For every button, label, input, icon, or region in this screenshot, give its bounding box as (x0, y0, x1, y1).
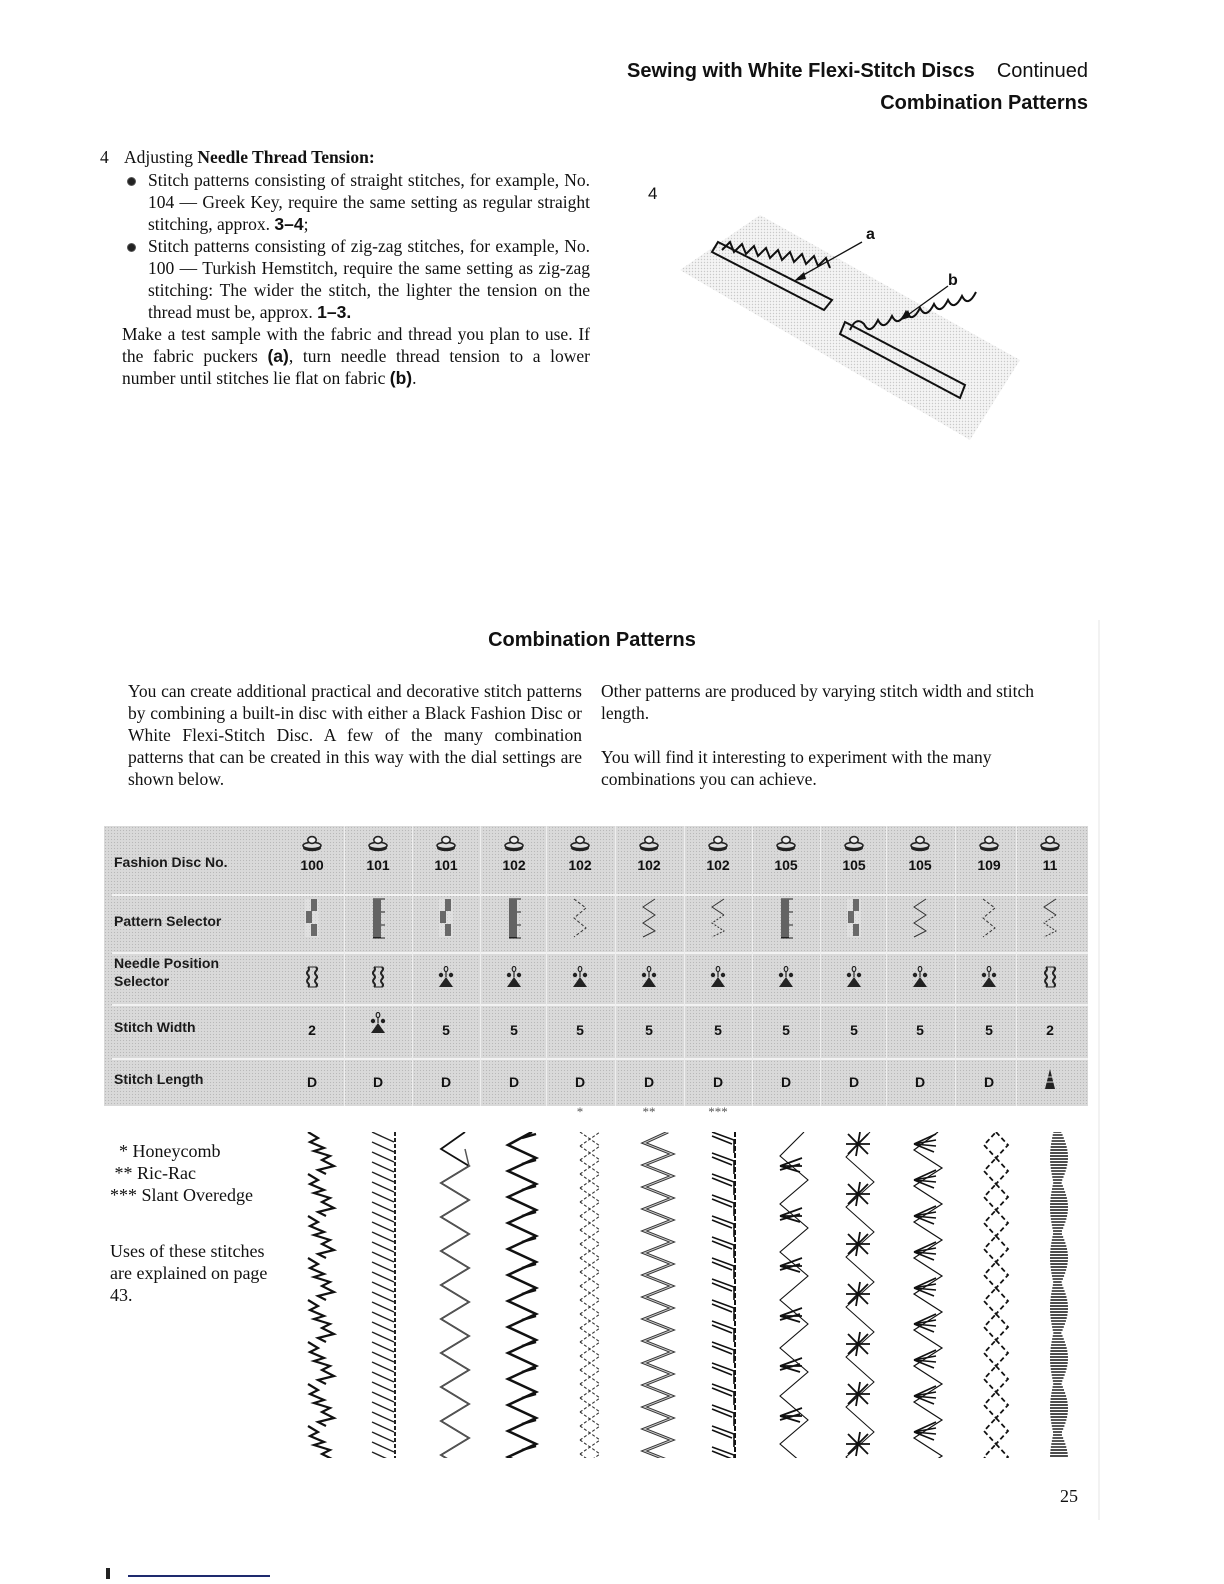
stitch-length-value: D (306, 1074, 318, 1090)
stitch-length-value: D (914, 1074, 926, 1090)
header-subtitle: Combination Patterns (880, 92, 1088, 114)
disc-icon (348, 834, 408, 855)
pattern-selector-cell (688, 898, 748, 941)
uses-note: Uses of these stitches are explained on page 43. (110, 1241, 268, 1305)
disc-cell (550, 834, 610, 873)
disc-icon (890, 834, 950, 855)
stitch-width-value: 2 (308, 1022, 316, 1038)
label-a: a (866, 226, 875, 243)
disc-icon (688, 834, 748, 855)
pattern-selector-cell (756, 898, 816, 943)
needle-position-cell (484, 966, 544, 991)
zigzag-icon (912, 925, 928, 941)
stitch-width-value: 5 (645, 1022, 653, 1038)
disc-icon (282, 834, 342, 855)
stitch-length-value: D (983, 1074, 995, 1090)
disc-cell (484, 834, 544, 873)
disc-cell (756, 834, 816, 873)
row-label-length: Stitch Length (114, 1071, 204, 1087)
disc-number: 105 (774, 857, 798, 873)
stitch-sample-3-icon (437, 1132, 473, 1458)
header-title: Sewing with White Flexi-Stitch Discs (626, 60, 975, 82)
page-edge (1098, 620, 1100, 1520)
stitch-length-value: D (643, 1074, 655, 1090)
needle-position-cell (688, 966, 748, 991)
footnote-mark: * (576, 1104, 584, 1119)
pattern-selector-cell (282, 898, 342, 941)
legend-ric-rac: ** Ric-Rac (110, 1163, 196, 1183)
straight-stitch-icon (306, 975, 318, 991)
legend-slant-overedge: *** Slant Overedge (110, 1185, 253, 1205)
needle-center-icon (641, 975, 657, 991)
stitch-length-value: D (574, 1074, 586, 1090)
disc-cell (890, 834, 950, 873)
stitch-width-value: 5 (985, 1022, 993, 1038)
disc-icon (416, 834, 476, 855)
disc-icon (550, 834, 610, 855)
stitch-sample-7-icon (708, 1132, 744, 1458)
step-4-instructions (100, 146, 590, 389)
stitch-samples (290, 1132, 1080, 1458)
needle-center-icon (778, 975, 794, 991)
disc-icon (824, 834, 884, 855)
needle-center-icon (572, 975, 588, 991)
row-label-needle: Needle Position Selector (114, 955, 220, 989)
slant-zigzag-icon (1042, 925, 1058, 941)
stitch-length-value: D (440, 1074, 452, 1090)
pattern-selector-cell (890, 898, 950, 941)
stitch-sample-11-icon (978, 1132, 1014, 1458)
footer-mark (106, 1568, 110, 1579)
stitch-length-value: D (780, 1074, 792, 1090)
disc-icon (484, 834, 544, 855)
legend-honeycomb: * Honeycomb (110, 1141, 221, 1161)
dial-settings-table (104, 826, 1088, 1106)
stitch-length-value: D (372, 1074, 384, 1090)
bullet-straight-stitch: Stitch patterns consisting of straight stitches, for example, No. 104 — Greek Key, require the same setting as regular straight stitching, approx. 3–4; (122, 169, 590, 235)
needle-center-icon (438, 975, 454, 991)
stitch-length-cell (1020, 1068, 1080, 1093)
column-divider (752, 826, 753, 1106)
needle-position-cell (824, 966, 884, 991)
column-divider (412, 826, 413, 1106)
column-divider (615, 826, 616, 1106)
needle-position-cell (1020, 966, 1080, 991)
disc-cell (619, 834, 679, 873)
stitch-sample-10-icon (910, 1132, 946, 1458)
footnote-mark: *** (708, 1104, 728, 1119)
row-label-disc: Fashion Disc No. (114, 854, 228, 870)
pattern-selector-cell (484, 898, 544, 943)
disc-icon (1020, 834, 1080, 855)
disc-number: 105 (842, 857, 866, 873)
needle-position-cell (416, 966, 476, 991)
page-number: 25 (1060, 1486, 1078, 1506)
disc-cell (1020, 834, 1080, 873)
page-header-title (627, 60, 1088, 83)
step-4-heading: 4 Adjusting Needle Thread Tension: (100, 147, 375, 167)
satin-step-icon (847, 925, 861, 941)
stitch-width-cell (348, 1012, 408, 1037)
stitch-width-value: 5 (442, 1022, 450, 1038)
stitch-sample-2-icon (368, 1132, 404, 1458)
disc-cell (959, 834, 1019, 873)
tension-figure (640, 180, 1020, 440)
stitch-width-value: 5 (510, 1022, 518, 1038)
stitch-sample-6-icon (640, 1132, 676, 1458)
stitch-sample-8-icon (776, 1132, 812, 1458)
pattern-selector-cell (619, 898, 679, 941)
satin-step-icon (305, 925, 319, 941)
needle-center-icon (506, 975, 522, 991)
needle-center-icon (846, 975, 862, 991)
stitch-sample-1-icon (302, 1132, 338, 1458)
disc-icon (619, 834, 679, 855)
needle-center-icon (370, 1021, 386, 1037)
disc-cell (348, 834, 408, 873)
straight-stitch-icon (372, 975, 384, 991)
dashed-zigzag-icon (572, 925, 588, 941)
stitch-width-value: 2 (1046, 1022, 1054, 1038)
needle-position-cell (348, 966, 408, 991)
straight-stitch-icon (1044, 975, 1056, 991)
stitch-width-value: 5 (714, 1022, 722, 1038)
needle-position-cell (282, 966, 342, 991)
pattern-selector-cell (550, 898, 610, 941)
dashed-zigzag-icon (981, 925, 997, 941)
intro-right-para-1: Other patterns are produced by varying stitch width and stitch length. (601, 681, 1035, 723)
zigzag-icon (641, 925, 657, 941)
stitch-width-value: 5 (576, 1022, 584, 1038)
disc-number: 109 (977, 857, 1001, 873)
needle-center-icon (912, 975, 928, 991)
needle-position-cell (550, 966, 610, 991)
column-divider (480, 826, 481, 1106)
satin-step-icon (439, 925, 453, 941)
column-divider (820, 826, 821, 1106)
stitch-width-value: 5 (782, 1022, 790, 1038)
pattern-selector-cell (959, 898, 1019, 941)
needle-position-cell (756, 966, 816, 991)
satin-bar-icon (370, 927, 386, 943)
stitch-sample-12-icon (1042, 1132, 1078, 1458)
disc-number: 100 (300, 857, 324, 873)
satin-bar-icon (506, 927, 522, 943)
header-continued: Continued (996, 60, 1088, 82)
disc-number: 102 (637, 857, 661, 873)
needle-position-cell (959, 966, 1019, 991)
disc-icon (756, 834, 816, 855)
disc-number: 11 (1042, 857, 1058, 873)
needle-position-cell (890, 966, 950, 991)
fabric-stitch-illustration (640, 180, 1020, 440)
intro-left: You can create additional practical and decorative stitch patterns by combining a built-in disc with either a Black Fashion Disc or White Flexi-Stitch Disc. A few of the many combination patterns that can be created in this way with the dial settings are shown below. (128, 681, 582, 789)
stitch-length-value: D (848, 1074, 860, 1090)
disc-cell (416, 834, 476, 873)
step-bullets (122, 169, 590, 323)
needle-position-cell (619, 966, 679, 991)
disc-number: 105 (908, 857, 932, 873)
row-label-pattern: Pattern Selector (114, 913, 222, 929)
stitch-length-value: D (712, 1074, 724, 1090)
disc-cell (824, 834, 884, 873)
needle-center-icon (981, 975, 997, 991)
step-number: 4 (100, 147, 109, 167)
footer-rule (128, 1575, 270, 1577)
disc-number: 102 (568, 857, 592, 873)
disc-cell (282, 834, 342, 873)
section-title: Combination Patterns (488, 629, 696, 651)
step-heading-bold: Needle Thread Tension: (197, 147, 375, 167)
disc-number: 101 (434, 857, 458, 873)
test-sample-paragraph: Make a test sample with the fabric and thread you plan to use. If the fabric puckers (a), turn needle thread tension to a lower number until stitches lie flat on fabric (b). (122, 324, 590, 388)
satin-bar-icon (778, 927, 794, 943)
footnote-mark: ** (642, 1104, 656, 1119)
stitch-sample-4-icon (504, 1132, 540, 1458)
needle-center-icon (710, 975, 726, 991)
row-label-width: Stitch Width (114, 1019, 196, 1035)
disc-number: 101 (366, 857, 390, 873)
stitch-legend (110, 1140, 253, 1206)
column-divider (955, 826, 956, 1106)
bullet-zigzag-stitch: Stitch patterns consisting of zig-zag stitches, for example, No. 100 — Turkish Hemstitch, require the same setting as zig-zag stitching: The wider the stitch, the lighter the tension on the thread must be, approx. 1–3. (122, 235, 590, 323)
pattern-selector-cell (416, 898, 476, 941)
figure-number: 4 (648, 184, 658, 203)
column-divider (344, 826, 345, 1106)
column-divider (886, 826, 887, 1106)
pattern-selector-cell (348, 898, 408, 943)
slant-zigzag-icon (710, 925, 726, 941)
stitch-width-value: 5 (850, 1022, 858, 1038)
pattern-selector-cell (824, 898, 884, 941)
label-b: b (948, 272, 958, 289)
stitch-sample-9-icon (842, 1132, 878, 1458)
column-divider (1016, 826, 1017, 1106)
disc-icon (959, 834, 1019, 855)
stitch-width-value: 5 (916, 1022, 924, 1038)
disc-number: 102 (706, 857, 730, 873)
stitch-sample-5-icon (572, 1132, 608, 1458)
column-divider (684, 826, 685, 1106)
disc-number: 102 (502, 857, 526, 873)
intro-right (601, 680, 1057, 790)
stitch-length-min-icon (1044, 1077, 1056, 1093)
pattern-selector-cell (1020, 898, 1080, 941)
column-divider (546, 826, 547, 1106)
stitch-length-value: D (508, 1074, 520, 1090)
disc-cell (688, 834, 748, 873)
intro-right-para-2: You will find it interesting to experiment with the many combinations you can achieve. (601, 747, 992, 789)
